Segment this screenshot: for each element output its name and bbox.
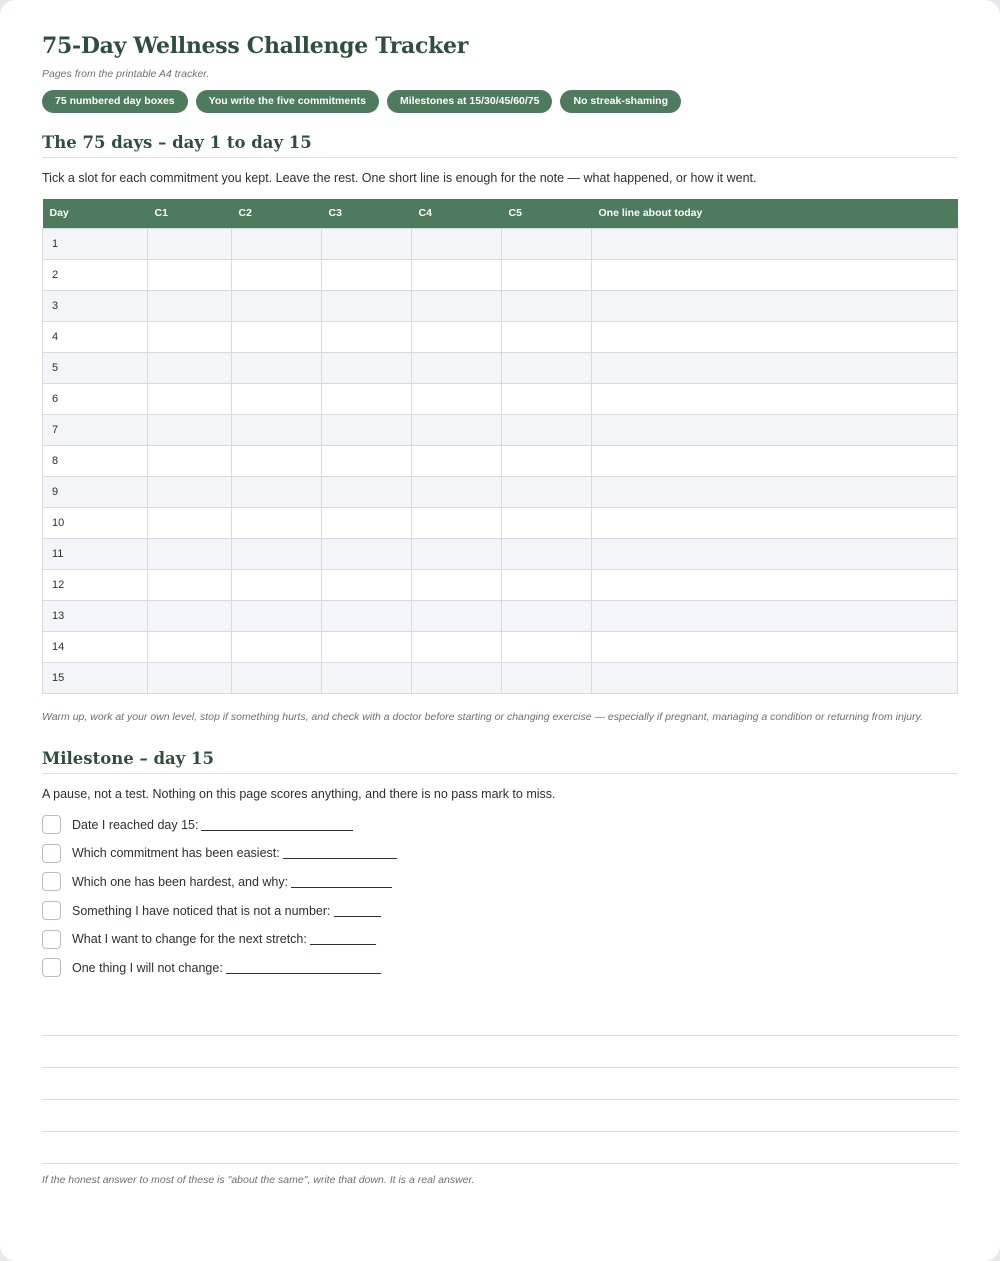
answer-blank[interactable]: [283, 847, 397, 859]
commitment-slot-c3[interactable]: [322, 321, 412, 352]
exercise-disclaimer: Warm up, work at your own level, stop if something hurts, and check with a doctor before starting or changing exercise — especially if pregnant, managing a condition or returning from injury.: [42, 710, 923, 723]
commitment-slot-c2[interactable]: [232, 507, 322, 538]
milestone-prompts: [42, 811, 958, 983]
commitment-slot-c2[interactable]: [232, 352, 322, 383]
commitment-slot-c2[interactable]: [232, 414, 322, 445]
footer-note: If the honest answer to most of these is "about the same", write that down. It is a real answer.: [42, 1174, 475, 1187]
day-note-cell[interactable]: [592, 476, 958, 507]
commitment-slot-c3[interactable]: [322, 631, 412, 662]
table-header-row: [43, 199, 958, 228]
day-note-cell[interactable]: [592, 631, 958, 662]
answer-blank[interactable]: [310, 933, 376, 945]
commitment-slot-c4[interactable]: [412, 383, 502, 414]
commitment-slot-c5[interactable]: [502, 383, 592, 414]
col-header-c4: C4: [412, 199, 502, 228]
col-header-c1: C1: [148, 199, 232, 228]
commitment-slot-c5[interactable]: [502, 662, 592, 693]
table-row: [43, 352, 958, 383]
commitment-slot-c5[interactable]: [502, 321, 592, 352]
commitment-slot-c3[interactable]: [322, 600, 412, 631]
commitment-slot-c4[interactable]: [412, 352, 502, 383]
commitment-slot-c3[interactable]: [322, 383, 412, 414]
day-number: 2: [43, 259, 148, 290]
list-item: [42, 839, 958, 868]
commitment-slot-c1[interactable]: [148, 414, 232, 445]
commitment-slot-c4[interactable]: [412, 259, 502, 290]
day-number: 9: [43, 476, 148, 507]
commitment-slot-c2[interactable]: [232, 538, 322, 569]
feature-pills: [42, 90, 958, 113]
table-row: [43, 569, 958, 600]
days-section-intro: Tick a slot for each commitment you kept. Leave the rest. One short line is enough for the note — what happened, or how it went.: [42, 171, 757, 185]
commitment-slot-c4[interactable]: [412, 414, 502, 445]
commitment-slot-c1[interactable]: [148, 662, 232, 693]
day-number: 6: [43, 383, 148, 414]
table-row: [43, 383, 958, 414]
writing-line[interactable]: [42, 1068, 958, 1100]
list-item: [42, 811, 958, 840]
table-row: [43, 600, 958, 631]
answer-blank[interactable]: [334, 905, 381, 917]
pill-commitments: You write the five commitments: [196, 90, 379, 113]
day-note-cell[interactable]: [592, 445, 958, 476]
commitment-slot-c5[interactable]: [502, 228, 592, 259]
list-item: [42, 953, 958, 982]
prompt-label: Something I have noticed that is not a number:: [72, 903, 331, 918]
day-number: 11: [43, 538, 148, 569]
day-number: 7: [43, 414, 148, 445]
day-note-cell[interactable]: [592, 414, 958, 445]
milestone-heading: Milestone – day 15: [42, 749, 958, 774]
commitment-slot-c4[interactable]: [412, 228, 502, 259]
table-row: [43, 290, 958, 321]
col-header-c5: C5: [502, 199, 592, 228]
commitment-slot-c5[interactable]: [502, 445, 592, 476]
commitment-slot-c5[interactable]: [502, 507, 592, 538]
prompt-label: Which commitment has been easiest:: [72, 846, 280, 861]
commitment-slot-c3[interactable]: [322, 290, 412, 321]
table-row: [43, 476, 958, 507]
commitment-slot-c5[interactable]: [502, 631, 592, 662]
commitment-slot-c1[interactable]: [148, 600, 232, 631]
day-note-cell[interactable]: [592, 352, 958, 383]
days-section-heading: The 75 days – day 1 to day 15: [42, 133, 958, 158]
commitment-slot-c2[interactable]: [232, 631, 322, 662]
prompt-label: Which one has been hardest, and why:: [72, 874, 289, 889]
commitment-slot-c3[interactable]: [322, 569, 412, 600]
commitment-slot-c3[interactable]: [322, 476, 412, 507]
commitment-slot-c4[interactable]: [412, 538, 502, 569]
prompt-checkbox[interactable]: [42, 958, 61, 977]
day-number: 4: [43, 321, 148, 352]
prompt-label: Date I reached day 15:: [72, 817, 199, 832]
prompt-label: One thing I will not change:: [72, 960, 223, 975]
commitment-slot-c2[interactable]: [232, 228, 322, 259]
commitment-slot-c1[interactable]: [148, 290, 232, 321]
col-header-day: Day: [43, 199, 148, 228]
commitment-slot-c3[interactable]: [322, 414, 412, 445]
commitment-slot-c3[interactable]: [322, 662, 412, 693]
day-number: 15: [43, 662, 148, 693]
commitment-slot-c4[interactable]: [412, 290, 502, 321]
commitment-slot-c5[interactable]: [502, 259, 592, 290]
commitment-slot-c4[interactable]: [412, 662, 502, 693]
commitment-slot-c5[interactable]: [502, 352, 592, 383]
day-note-cell[interactable]: [592, 228, 958, 259]
list-item: [42, 868, 958, 897]
table-row: [43, 228, 958, 259]
table-row: [43, 445, 958, 476]
prompt-checkbox[interactable]: [42, 844, 61, 863]
day-rows: [43, 228, 958, 693]
writing-line[interactable]: [42, 1100, 958, 1132]
prompt-checkbox[interactable]: [42, 930, 61, 949]
commitment-slot-c5[interactable]: [502, 569, 592, 600]
commitment-slot-c1[interactable]: [148, 569, 232, 600]
commitment-slot-c3[interactable]: [322, 507, 412, 538]
commitment-slot-c1[interactable]: [148, 445, 232, 476]
day-note-cell[interactable]: [592, 569, 958, 600]
col-header-c2: C2: [232, 199, 322, 228]
commitment-slot-c4[interactable]: [412, 507, 502, 538]
commitment-slot-c4[interactable]: [412, 631, 502, 662]
day-note-cell[interactable]: [592, 383, 958, 414]
day-tracker-table: [42, 199, 958, 694]
writing-line[interactable]: [42, 1004, 958, 1036]
commitment-slot-c4[interactable]: [412, 569, 502, 600]
prompt-label: What I want to change for the next stretch:: [72, 932, 307, 947]
answer-blank[interactable]: [201, 819, 353, 831]
list-item: [42, 896, 958, 925]
commitment-slot-c2[interactable]: [232, 662, 322, 693]
day-note-cell[interactable]: [592, 259, 958, 290]
day-number: 5: [43, 352, 148, 383]
commitment-slot-c2[interactable]: [232, 383, 322, 414]
table-row: [43, 259, 958, 290]
commitment-slot-c4[interactable]: [412, 445, 502, 476]
day-number: 10: [43, 507, 148, 538]
prompt-checkbox[interactable]: [42, 815, 61, 834]
commitment-slot-c1[interactable]: [148, 476, 232, 507]
writing-lines: [42, 1004, 958, 1164]
day-number: 14: [43, 631, 148, 662]
commitment-slot-c2[interactable]: [232, 259, 322, 290]
commitment-slot-c4[interactable]: [412, 476, 502, 507]
table-row: [43, 321, 958, 352]
commitment-slot-c1[interactable]: [148, 259, 232, 290]
writing-line[interactable]: [42, 1132, 958, 1164]
table-row: [43, 414, 958, 445]
day-note-cell[interactable]: [592, 600, 958, 631]
day-number: 12: [43, 569, 148, 600]
commitment-slot-c1[interactable]: [148, 352, 232, 383]
commitment-slot-c5[interactable]: [502, 476, 592, 507]
day-number: 8: [43, 445, 148, 476]
answer-blank[interactable]: [291, 876, 392, 888]
commitment-slot-c1[interactable]: [148, 321, 232, 352]
table-row: [43, 631, 958, 662]
commitment-slot-c3[interactable]: [322, 259, 412, 290]
day-number: 1: [43, 228, 148, 259]
commitment-slot-c5[interactable]: [502, 600, 592, 631]
commitment-slot-c4[interactable]: [412, 600, 502, 631]
prompt-checkbox[interactable]: [42, 901, 61, 920]
day-number: 3: [43, 290, 148, 321]
commitment-slot-c1[interactable]: [148, 538, 232, 569]
commitment-slot-c3[interactable]: [322, 445, 412, 476]
day-number: 13: [43, 600, 148, 631]
commitment-slot-c2[interactable]: [232, 600, 322, 631]
day-note-cell[interactable]: [592, 538, 958, 569]
table-row: [43, 662, 958, 693]
commitment-slot-c5[interactable]: [502, 290, 592, 321]
commitment-slot-c1[interactable]: [148, 228, 232, 259]
page-subtitle: Pages from the printable A4 tracker.: [42, 68, 210, 80]
commitment-slot-c2[interactable]: [232, 445, 322, 476]
prompt-checkbox[interactable]: [42, 872, 61, 891]
commitment-slot-c1[interactable]: [148, 631, 232, 662]
commitment-slot-c4[interactable]: [412, 321, 502, 352]
col-header-c3: C3: [322, 199, 412, 228]
commitment-slot-c2[interactable]: [232, 569, 322, 600]
commitment-slot-c1[interactable]: [148, 383, 232, 414]
commitment-slot-c3[interactable]: [322, 228, 412, 259]
commitment-slot-c3[interactable]: [322, 538, 412, 569]
day-note-cell[interactable]: [592, 662, 958, 693]
page-title: 75-Day Wellness Challenge Tracker: [42, 33, 469, 59]
milestone-intro: A pause, not a test. Nothing on this page scores anything, and there is no pass mark to miss.: [42, 786, 556, 801]
commitment-slot-c3[interactable]: [322, 352, 412, 383]
list-item: [42, 925, 958, 954]
day-note-cell[interactable]: [592, 290, 958, 321]
commitment-slot-c5[interactable]: [502, 414, 592, 445]
table-row: [43, 507, 958, 538]
commitment-slot-c2[interactable]: [232, 476, 322, 507]
commitment-slot-c5[interactable]: [502, 538, 592, 569]
pill-no-streak-shaming: No streak-shaming: [560, 90, 681, 113]
day-note-cell[interactable]: [592, 321, 958, 352]
commitment-slot-c1[interactable]: [148, 507, 232, 538]
answer-blank[interactable]: [226, 962, 381, 974]
table-row: [43, 538, 958, 569]
commitment-slot-c2[interactable]: [232, 290, 322, 321]
day-note-cell[interactable]: [592, 507, 958, 538]
writing-line[interactable]: [42, 1036, 958, 1068]
commitment-slot-c2[interactable]: [232, 321, 322, 352]
pill-milestones: Milestones at 15/30/45/60/75: [387, 90, 553, 113]
pill-day-boxes: 75 numbered day boxes: [42, 90, 188, 113]
col-header-note: One line about today: [592, 199, 958, 228]
